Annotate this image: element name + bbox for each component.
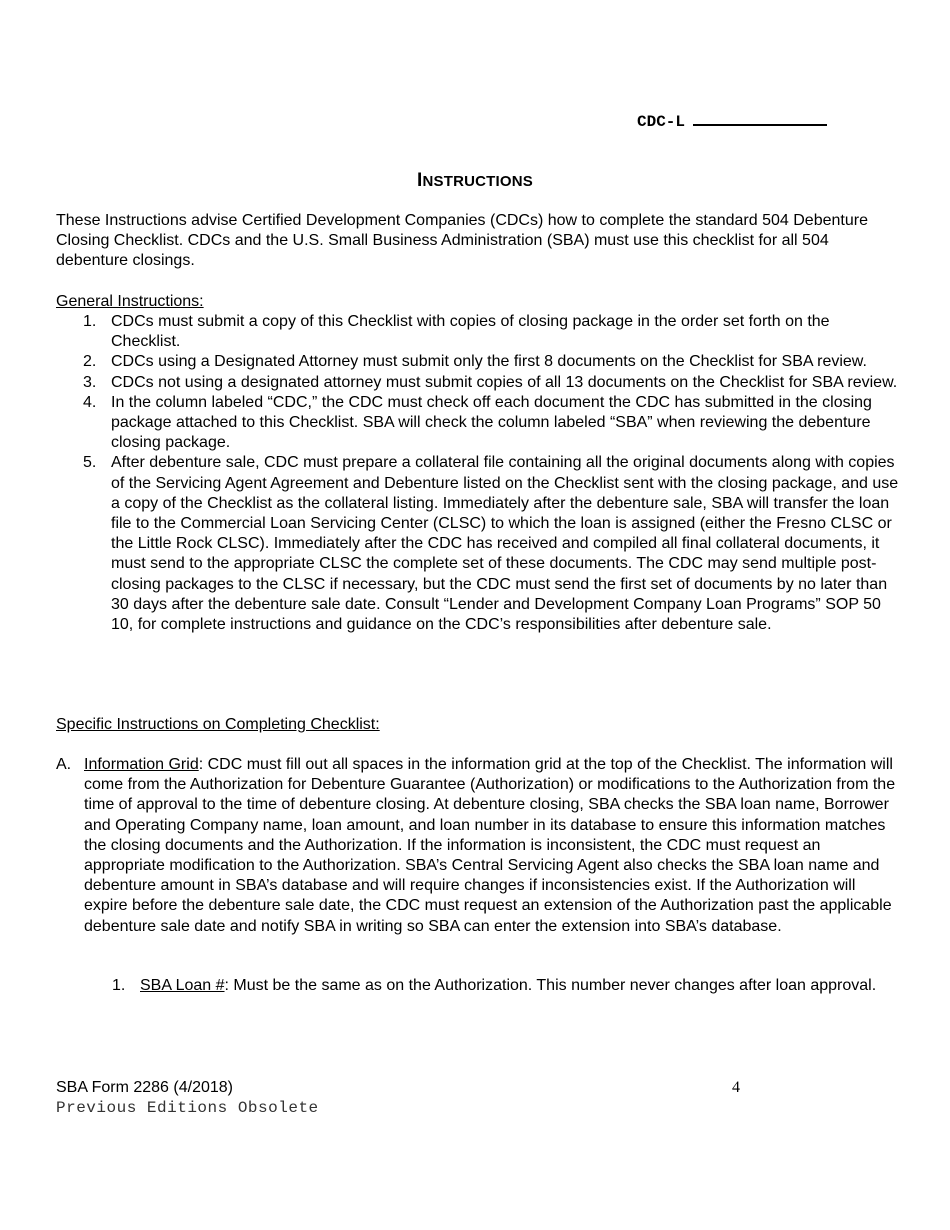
section-a-letter: A.: [56, 756, 72, 773]
list-item-number: 2.: [83, 353, 97, 371]
page-title-initial: I: [416, 170, 423, 191]
list-item-number: 3.: [83, 373, 97, 391]
sba-loan-number-label: SBA Loan #: [140, 977, 225, 994]
section-a-item-1-text: : Must be the same as on the Authorization. This number never changes after loan approval.: [224, 977, 877, 994]
list-item: [56, 312, 901, 352]
section-a-text: : CDC must fill out all spaces in the information grid at the top of the Checklist. The information will come from the Authorization for Debenture Guarantee (Authorization) or modifications to the Authorization from the time of approval to the time of debenture closing. At debenture closing, SBA checks the SBA loan name, Borrower and Operating Company name, loan amount, and loan number in its database to ensure this information matches the closing documents and the Authorization. If the information is inconsistent, the CDC must request an appropriate modification to the Authorization. SBA’s Central Servicing Agent also checks the SBA loan name and debenture amount in SBA’s database and will require changes if inconsistencies exist. If the Authorization will expire before the debenture sale date, the CDC must request an extension of the Authorization past the applicable debenture sale date and notify SBA in writing so SBA can enter the extension into SBA’s database.: [84, 756, 896, 935]
list-item: [56, 373, 901, 393]
section-a-item-1: [112, 976, 901, 996]
section-a-item-1-number: 1.: [112, 977, 126, 994]
intro-paragraph: These Instructions advise Certified Development Companies (CDCs) how to complete the standard 504 Debenture Closing Checklist. CDCs and the U.S. Small Business Administration (SBA) must use this checklist for all 504 debenture closings.: [56, 212, 868, 270]
footer-form-name: SBA Form 2286 (4/2018): [56, 1079, 233, 1096]
list-item-number: 5.: [83, 454, 97, 472]
list-item: [56, 352, 901, 372]
cdc-l-field: [637, 110, 827, 131]
section-a: [56, 755, 901, 937]
cdc-l-blank-line: [693, 110, 827, 126]
list-item-text: CDCs using a Designated Attorney must submit only the first 8 documents on the Checklist for SBA review.: [111, 353, 867, 371]
list-item: [56, 453, 901, 635]
list-item-text: In the column labeled “CDC,” the CDC must check off each document the CDC has submitted in the closing package attached to this Checklist. SBA will check the column labeled “SBA” when reviewing the debenture closing package.: [111, 393, 872, 452]
list-item-number: 1.: [83, 313, 97, 330]
list-item: [56, 393, 901, 454]
page-title: [0, 170, 950, 192]
list-item-number: 4.: [83, 393, 97, 411]
cdc-l-label: CDC-L: [637, 113, 686, 131]
page-title-rest: NSTRUCTIONS: [422, 173, 534, 190]
list-item-text: After debenture sale, CDC must prepare a collateral file containing all the original documents along with copies of the Servicing Agent Agreement and Debenture listed on the Checklist sent with the closing package, and use a copy of the Checklist as the collateral listing. Immediately after the debenture sale, SBA will transfer the loan file to the Commercial Loan Servicing Center (CLSC) to which the loan is assigned (either the Fresno CLSC or the Little Rock CLSC). Immediately after the CDC has received and compiled all final collateral documents, it must send to the appropriate CLSC the complete set of these documents. The CDC may send multiple post-closing packages to the CLSC if necessary, but the CDC must send the first set of documents by no later than 30 days after the debenture sale date. Consult “Lender and Development Company Loan Programs” SOP 50 10, for complete instructions and guidance on the CDC’s responsibilities after debenture sale.: [111, 454, 899, 634]
general-instructions-list: [56, 312, 901, 635]
general-instructions-heading: General Instructions:: [56, 293, 204, 310]
list-item-text: CDCs not using a designated attorney must submit copies of all 13 documents on the Checklist for SBA review.: [111, 373, 898, 391]
section-a-label: Information Grid: [84, 756, 199, 773]
footer-obsolete-note: Previous Editions Obsolete: [56, 1099, 319, 1117]
list-item-text: CDCs must submit a copy of this Checklist with copies of closing package in the order set forth on the Checklist.: [111, 313, 830, 351]
specific-instructions-heading: Specific Instructions on Completing Checklist:: [56, 716, 380, 733]
page-number: 4: [732, 1079, 740, 1096]
